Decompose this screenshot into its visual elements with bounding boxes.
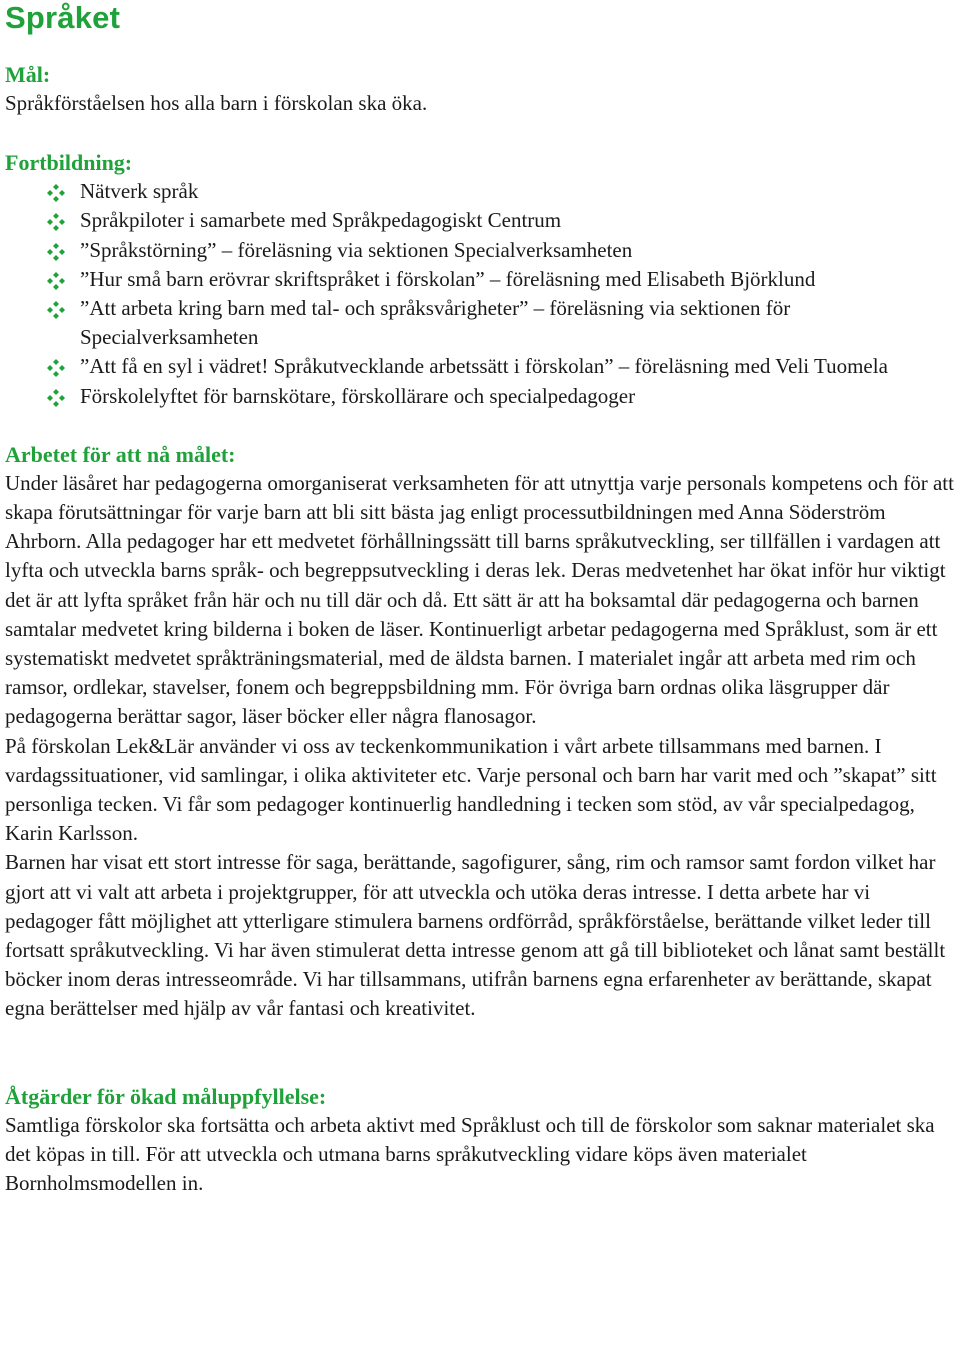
four-diamond-bullet-icon (47, 184, 65, 202)
training-list (5, 177, 960, 411)
section-heading-training: Fortbildning: (5, 150, 133, 176)
page-title: Språket (5, 0, 121, 35)
section-heading-measures: Åtgärder för ökad måluppfyllelse: (5, 1083, 327, 1109)
section-work (5, 440, 960, 1024)
list-item-text: ”Att arbeta kring barn med tal- och språksvårigheter” – föreläsning via sektionen för Specialverksamheten (80, 296, 791, 350)
list-item (5, 177, 960, 206)
four-diamond-bullet-icon (47, 213, 65, 231)
list-item (5, 294, 960, 352)
list-item (5, 352, 960, 381)
section-training (5, 148, 960, 411)
four-diamond-bullet-icon (47, 272, 65, 290)
list-item-text: Nätverk språk (80, 179, 199, 204)
list-item (5, 265, 960, 294)
section-goal (5, 60, 960, 118)
four-diamond-bullet-icon (47, 389, 65, 407)
list-item-text: ”Att få en syl i vädret! Språkutvecklande arbetssätt i förskolan” – föreläsning med Veli Tuomela (80, 354, 888, 379)
list-item-text: Förskolelyftet för barnskötare, förskollärare och specialpedagoger (80, 383, 636, 408)
section-measures (5, 1082, 960, 1199)
goal-text: Språkförståelsen hos alla barn i förskolan ska öka. (5, 91, 428, 115)
list-item (5, 236, 960, 265)
four-diamond-bullet-icon (47, 243, 65, 261)
work-paragraph-1: Under läsåret har pedagogerna omorganiserat verksamheten för att utnyttja varje personals kompetens och för att skapa förutsättningar för varje barn att bli sitt bästa jag enligt processutbildningen med Anna Söderström Ahrborn. Alla pedagoger har ett medvetet förhållningssätt till barns språkutveckling, ser tillfällen i vardagen att lyfta och utveckla barns språk- och begreppsutveckling i deras lek. Deras medvetenhet har ökat inför hur viktigt det är att lyfta språket från här och nu till där och då. Ett sätt är att ha boksamtal där pedagogerna och barnen samtalar medvetet kring bilderna i boken de läser. Kontinuerligt arbetar pedagogerna med Språklust, som är ett systematiskt medvetet språkträningsmaterial, med de äldsta barnen. I materialet ingår att arbeta med rim och ramsor, ordlekar, stavelser, fonem och begreppsbildning mm. För övriga barn ordnas olika läsgrupper där pedagogerna berättar sagor, läser böcker eller några flanosagor. (5, 470, 954, 729)
four-diamond-bullet-icon (47, 359, 65, 377)
list-item-text: Språkpiloter i samarbete med Språkpedagogiskt Centrum (80, 208, 562, 233)
section-heading-goal: Mål: (5, 62, 51, 87)
four-diamond-bullet-icon (47, 301, 65, 319)
work-paragraph-3: Barnen har visat ett stort intresse för saga, berättande, sagofigurer, sång, rim och ramsor samt fordon vilket har gjort att vi valt att arbeta i projektgrupper, för att utveckla och utöka deras intresse. I detta arbete har vi pedagoger fått möjlighet att ytterligare stimulera barnens ordförråd, språkförståelse, berättande vilket leder till fortsatt språkutveckling. Vi har även stimulerat detta intresse genom att gå till biblioteket och lånat samt beställt böcker inom deras intresseområde. Vi har tillsammans, utifrån barnens egna erfarenheter av berättande, skapat egna berättelser med hjälp av vår fantasi och kreativitet. (5, 850, 946, 1021)
measures-text: Samtliga förskolor ska fortsätta och arbeta aktivt med Språklust och till de förskolor som saknar materialet ska det köpas in till. För att utveckla och utmana barns språkutveckling vidare köps även materialet Bornholmsmodellen in. (5, 1112, 935, 1196)
list-item-text: ”Hur små barn erövrar skriftspråket i förskolan” – föreläsning med Elisabeth Björklund (80, 266, 816, 291)
work-paragraph-2: På förskolan Lek&Lär använder vi oss av teckenkommunikation i vårt arbete tillsammans med barnen. I vardagssituationer, vid samlingar, i olika aktiviteter etc. Varje personal och barn har varit med och ”skapat” sitt personliga tecken. Vi får som pedagoger kontinuerlig handledning i tecken som stöd, av vår specialpedagog, Karin Karlsson. (5, 733, 937, 846)
section-heading-work: Arbetet för att nå målet: (5, 441, 236, 467)
list-item-text: ”Språkstörning” – föreläsning via sektionen Specialverksamheten (80, 237, 633, 262)
list-item (5, 382, 960, 411)
list-item (5, 206, 960, 235)
